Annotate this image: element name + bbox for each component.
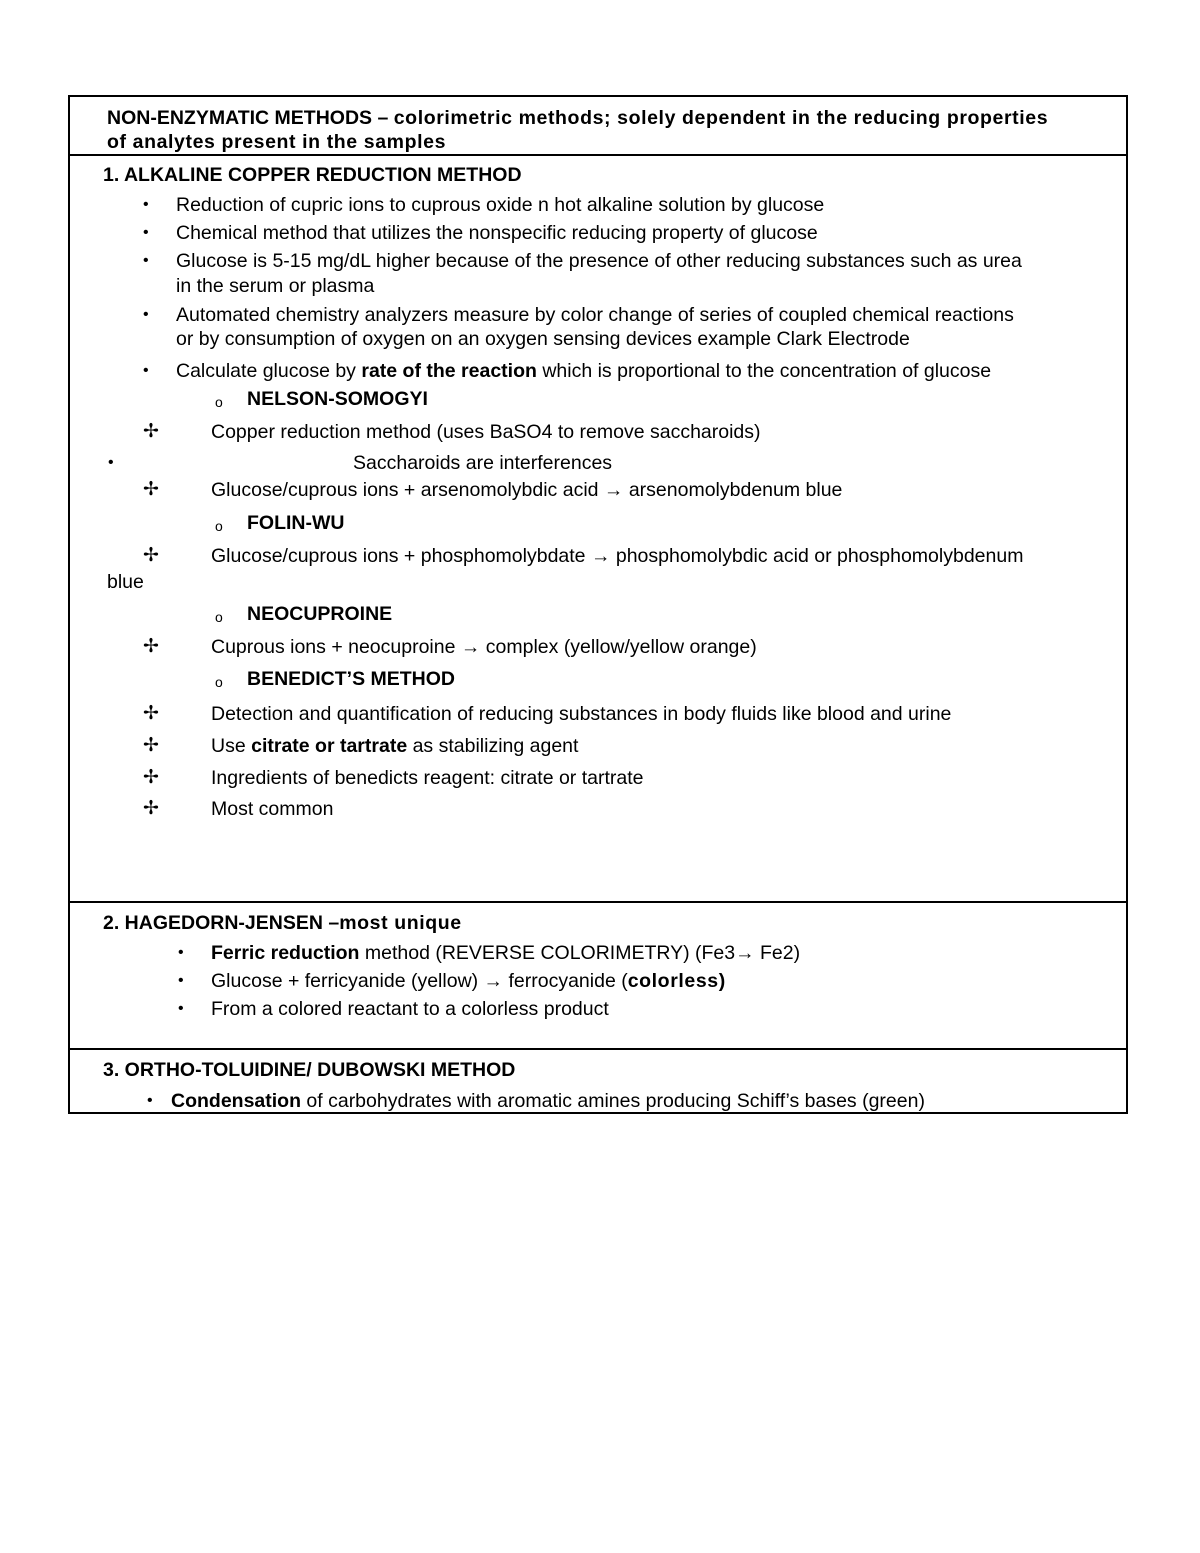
list-item: Automated chemistry analyzers measure by color change of series of coupled chemical reactions — [176, 304, 1014, 326]
cross-bullet-icon: ✢ — [143, 421, 159, 442]
item-text-end: as stabilizing agent — [407, 735, 579, 757]
bullet-icon: • — [143, 224, 149, 241]
section-2-title-emphasis: most unique — [339, 912, 462, 934]
bullet-icon: • — [178, 944, 184, 961]
list-item — [211, 734, 578, 758]
section-2-title — [103, 911, 462, 935]
cross-bullet-icon: ✢ — [143, 545, 159, 566]
bullet-icon: • — [147, 1092, 153, 1109]
header-subtitle: colorimetric methods; solely dependent in the reducing properties — [393, 107, 1049, 129]
subsection-title-neocuproine: NEOCUPROINE — [247, 603, 393, 625]
list-item: Glucose is 5-15 mg/dL higher because of the presence of other reducing substances such as urea — [176, 250, 1022, 272]
subsection-title-benedict: BENEDICT’S METHOD — [247, 668, 456, 690]
section-2-title-text: 2. HAGEDORN-JENSEN – — [103, 912, 340, 934]
item-text: of carbohydrates with aromatic amines producing Schiff’s bases (green) — [301, 1090, 925, 1112]
item-text: Use — [211, 735, 252, 757]
header-line-1 — [107, 106, 1048, 130]
list-item: Detection and quantification of reducing substances in body fluids like blood and urine — [211, 703, 952, 725]
list-item-continuation: or by consumption of oxygen on an oxygen sensing devices example Clark Electrode — [176, 328, 910, 350]
list-item — [171, 1089, 925, 1113]
list-item: Copper reduction method (uses BaSO4 to remove saccharoids) — [211, 421, 761, 443]
bullet-icon: • — [108, 454, 114, 471]
bullet-icon: • — [178, 1000, 184, 1017]
cross-bullet-icon: ✢ — [143, 703, 159, 724]
item-text: method (REVERSE COLORIMETRY) (Fe3→ Fe2) — [359, 942, 801, 964]
calc-bold-text: rate of the reaction — [361, 360, 537, 382]
list-item: Cuprous ions + neocuproine → complex (yellow/yellow orange) — [211, 636, 757, 658]
bullet-icon: • — [143, 306, 149, 323]
header-line-2: of analytes present in the samples — [107, 131, 447, 153]
cross-bullet-icon: ✢ — [143, 735, 159, 756]
circle-bullet-icon: o — [215, 518, 223, 534]
list-item: Reduction of cupric ions to cuprous oxide n hot alkaline solution by glucose — [176, 194, 825, 216]
section-1-title: 1. ALKALINE COPPER REDUCTION METHOD — [103, 164, 522, 186]
cross-bullet-icon: ✢ — [143, 479, 159, 500]
row-divider — [70, 901, 1126, 903]
row-divider — [70, 1048, 1126, 1050]
list-item — [211, 969, 726, 993]
bullet-icon: • — [143, 362, 149, 379]
cross-bullet-icon: ✢ — [143, 767, 159, 788]
item-text: Glucose + ferricyanide (yellow) → ferrocyanide ( — [211, 970, 628, 992]
subsection-title-folin: FOLIN-WU — [247, 512, 345, 534]
list-item: Chemical method that utilizes the nonspecific reducing property of glucose — [176, 222, 818, 244]
list-item-continuation: in the serum or plasma — [176, 275, 375, 297]
list-item: Saccharoids are interferences — [353, 452, 613, 474]
circle-bullet-icon: o — [215, 609, 223, 625]
list-item-continuation: blue — [107, 571, 144, 593]
circle-bullet-icon: o — [215, 674, 223, 690]
item-bold-text: Condensation — [171, 1090, 301, 1112]
list-item: Most common — [211, 798, 334, 820]
calc-text: Calculate glucose by — [176, 360, 362, 382]
item-bold-text: colorless) — [627, 970, 726, 992]
bullet-icon: • — [143, 196, 149, 213]
header-title: NON-ENZYMATIC METHODS – — [107, 107, 394, 129]
bullet-icon: • — [143, 252, 149, 269]
list-item: From a colored reactant to a colorless product — [211, 998, 609, 1020]
list-item: Ingredients of benedicts reagent: citrate or tartrate — [211, 767, 644, 789]
bullet-icon: • — [178, 972, 184, 989]
section-3-title: 3. ORTHO-TOLUIDINE/ DUBOWSKI METHOD — [103, 1059, 516, 1081]
list-item: Glucose/cuprous ions + arsenomolybdic acid → arsenomolybdenum blue — [211, 479, 843, 501]
circle-bullet-icon: o — [215, 394, 223, 410]
item-bold-text: Ferric reduction — [211, 942, 360, 964]
row-divider — [70, 154, 1126, 156]
subsection-title-nelson: NELSON-SOMOGYI — [247, 388, 428, 410]
cross-bullet-icon: ✢ — [143, 798, 159, 819]
cross-bullet-icon: ✢ — [143, 636, 159, 657]
list-item: Glucose/cuprous ions + phosphomolybdate → phosphomolybdic acid or phosphomolybdenum — [211, 545, 1024, 567]
list-item — [176, 359, 991, 383]
list-item — [211, 941, 800, 965]
item-bold-text: citrate or tartrate — [251, 735, 408, 757]
calc-text-end: which is proportional to the concentration of glucose — [536, 360, 992, 382]
